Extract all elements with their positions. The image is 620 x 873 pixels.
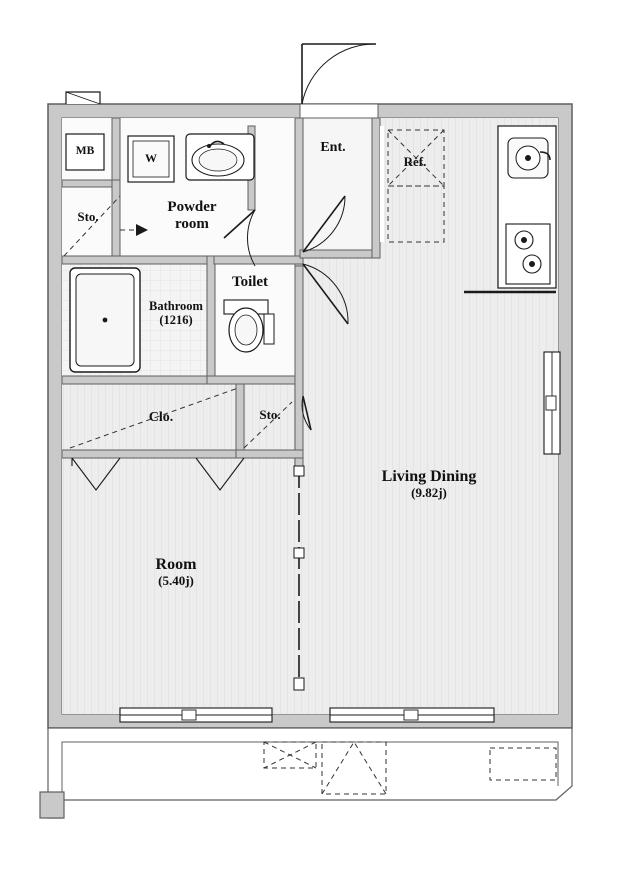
- entry-door: [300, 44, 378, 118]
- label-refrigerator: Ref.: [403, 154, 427, 169]
- window-living: [330, 708, 494, 722]
- label-bathroom: Bathroom (1216): [149, 299, 203, 328]
- window-living-side: [544, 352, 560, 454]
- label-entrance: Ent.: [320, 140, 346, 155]
- window-room: [120, 708, 272, 722]
- label-washer: W: [145, 151, 157, 165]
- label-closet: Clo.: [148, 410, 174, 425]
- label-meter-box: MB: [75, 145, 95, 157]
- label-storage-1: Sto.: [77, 209, 99, 224]
- label-room: Room (5.40j): [155, 556, 197, 589]
- balcony: [40, 728, 572, 818]
- label-powder-room: Powder room: [167, 199, 217, 233]
- label-living-dining: Living Dining (9.82j): [381, 468, 477, 501]
- label-toilet: Toilet: [231, 274, 269, 290]
- vanity-sink: [186, 134, 254, 180]
- label-storage-2: Sto.: [259, 407, 281, 422]
- mb-exterior-hatch: [66, 92, 100, 104]
